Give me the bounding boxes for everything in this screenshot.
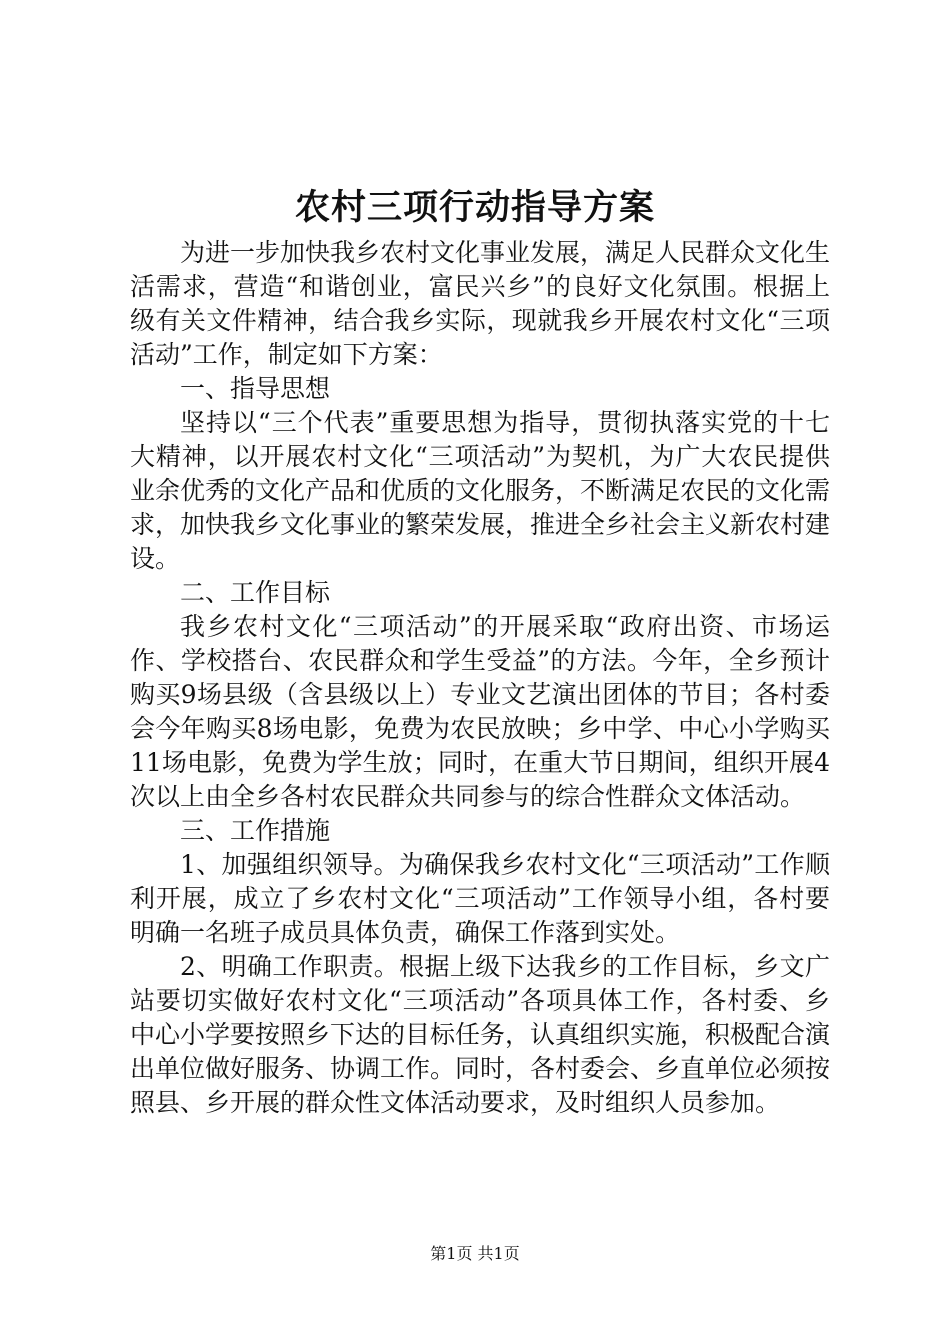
- guiding-ideology-paragraph: 坚持以“三个代表”重要思想为指导，贯彻执落实党的十七大精神，以开展农村文化“三项活动”为契机，为广大农民提供业余优秀的文化产品和优质的文化服务，不断满足农民的文化需求，加快我乡文化事业的繁荣发展，推进全乡社会主义新农村建设。: [130, 408, 831, 573]
- section-heading-guiding-ideology: 一、指导思想: [180, 374, 331, 403]
- document-body: [130, 236, 830, 1120]
- document-title: 农村三项行动指导方案: [294, 187, 655, 228]
- measure-1-paragraph: 1、加强组织领导。为确保我乡农村文化“三项活动”工作顺利开展，成立了乡农村文化“三项活动”工作领导小组，各村要明确一名班子成员具体负责，确保工作落到实处。: [130, 850, 830, 947]
- work-goals-paragraph: 我乡农村文化“三项活动”的开展采取“政府出资、市场运作、学校搭台、农民群众和学生受益”的方法。今年，全乡预计购买9场县级（含县级以上）专业文艺演出团体的节目；各村委会今年购买8场电影，免费为农民放映；乡中学、中心小学购买11场电影，免费为学生放；同时，在重大节日期间，组织开展4次以上由全乡各村农民群众共同参与的综合性群众文体活动。: [130, 612, 830, 811]
- intro-paragraph: 为进一步加快我乡农村文化事业发展，满足人民群众文化生活需求，营造“和谐创业，富民兴乡”的良好文化氛围。根据上级有关文件精神，结合我乡实际，现就我乡开展农村文化“三项活动”工作，制定如下方案：: [130, 238, 831, 369]
- section-heading-work-measures: 三、工作措施: [180, 816, 331, 845]
- section-heading-work-goals: 二、工作目标: [180, 578, 331, 607]
- measure-2-paragraph: 2、明确工作职责。根据上级下达我乡的工作目标，乡文广站要切实做好农村文化“三项活动”各项具体工作，各村委、乡中心小学要按照乡下达的目标任务，认真组织实施，积极配合演出单位做好服务、协调工作。同时，各村委会、乡直单位必须按照县、乡开展的群众性文体活动要求，及时组织人员参加。: [130, 952, 831, 1117]
- page-footer: 第1页 共1页: [430, 1244, 520, 1263]
